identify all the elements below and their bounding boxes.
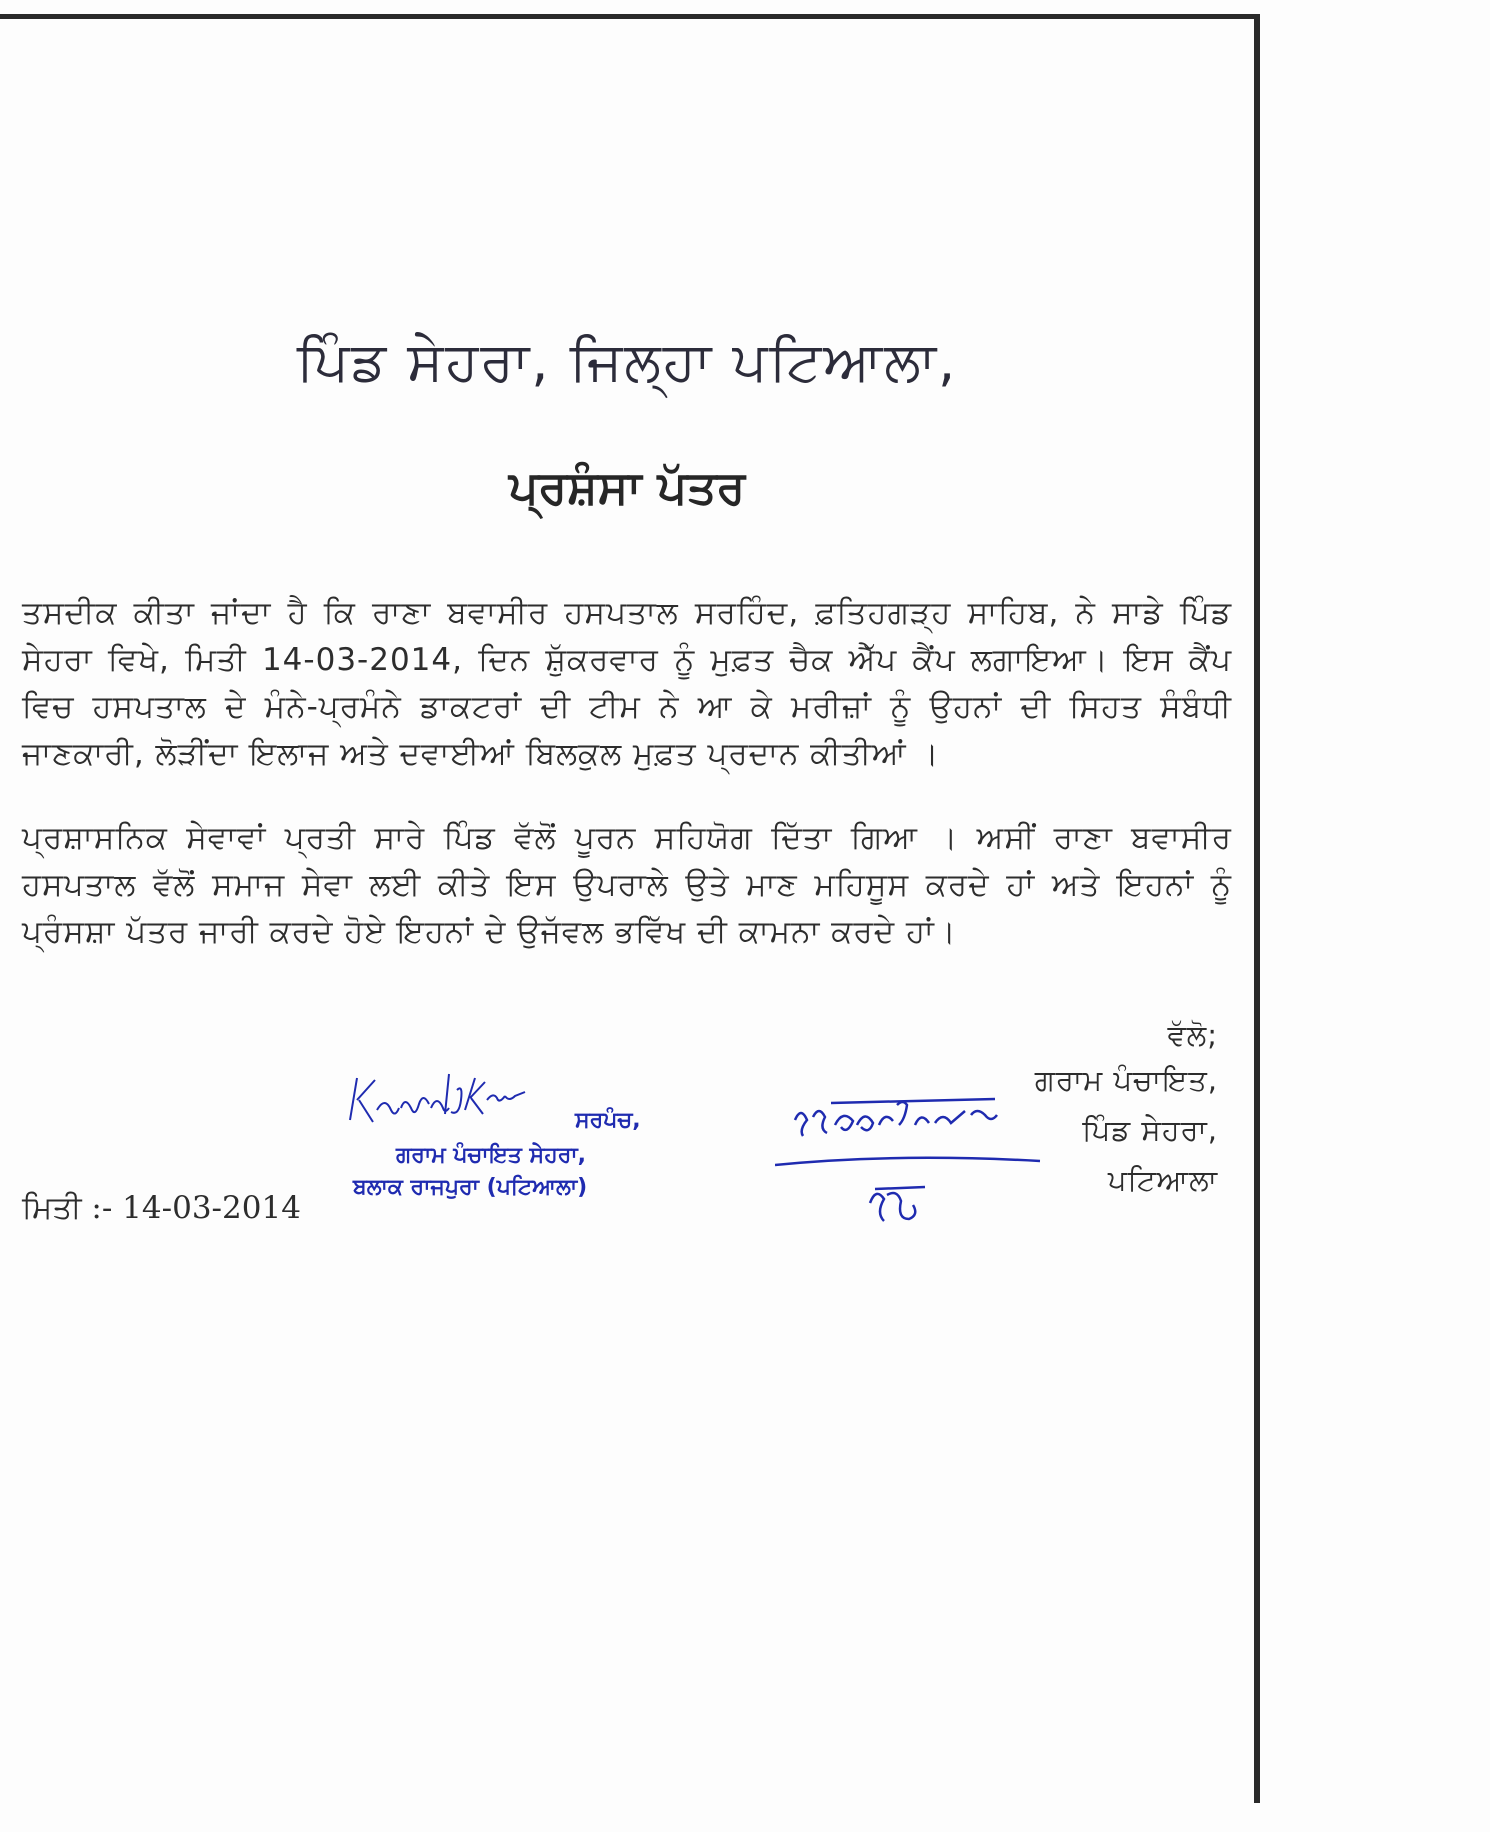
sarpanch-signature [345,1070,585,1130]
village-heading: ਪਿੰਡ ਸੇਹਰਾ, ਜਿਲ੍ਹਾ ਪਟਿਆਲਾ, [296,330,958,393]
page-border-right [1254,18,1260,1803]
org-line-village: ਪਿੰਡ ਸੇਹਰਾ, [1082,1113,1218,1147]
stamp-block: ਬਲਾਕ ਰਾਜਪੁਰਾ (ਪਟਿਆਲਾ) [353,1175,588,1200]
page-border-top [0,14,1260,19]
certificate-title: ਪ੍ਰਸ਼ੰਸਾ ਪੱਤਰ [508,460,746,514]
body-paragraph-1: ਤਸਦੀਕ ਕੀਤਾ ਜਾਂਦਾ ਹੈ ਕਿ ਰਾਣਾ ਬਵਾਸੀਰ ਹਸਪਤਾਲ ਸਰਹਿੰਦ, ਫ਼ਤਿਹਗੜ੍ਹ ਸਾਹਿਬ, ਨੇ ਸਾਡੇ ਪਿੰਡ ਸੇਹਰਾ ਵਿਖੇ, ਮਿਤੀ 14-03-2014, ਦਿਨ ਸ਼ੁੱਕਰਵਾਰ ਨੂੰ ਮੁਫ਼ਤ ਚੈਕ ਐੱਪ ਕੈਂਪ ਲਗਾਇਆ। ਇਸ ਕੈਂਪ ਵਿਚ ਹਸਪਤਾਲ ਦੇ ਮੰਨੇ-ਪ੍ਰਮੰਨੇ ਡਾਕਟਰਾਂ ਦੀ ਟੀਮ ਨੇ ਆ ਕੇ ਮਰੀਜ਼ਾਂ ਨੂੰ ਉਹਨਾਂ ਦੀ ਸਿਹਤ ਸੰਬੰਧੀ ਜਾਣਕਾਰੀ, ਲੋੜੀਂਦਾ ਇਲਾਜ ਅਤੇ ਦਵਾਈਆਂ ਬਿਲਕੁਲ ਮੁਫ਼ਤ ਪ੍ਰਦਾਨ ਕੀਤੀਆਂ । [22,595,1232,772]
panch-signature [775,1095,1055,1255]
org-line-panchayat: ਗਰਾਮ ਪੰਚਾਇਤ, [1034,1063,1218,1097]
org-line-district: ਪਟਿਆਲਾ [1107,1163,1218,1197]
stamp-sarpanch: ਸਰਪੰਚ, [575,1108,641,1133]
stamp-gram-panchayat: ਗਰਾਮ ਪੰਚਾਇਤ ਸੇਹਰਾ, [396,1143,586,1168]
date-line: ਮਿਤੀ :- 14-03-2014 [22,1190,301,1226]
body-paragraph-2: ਪ੍ਰਸ਼ਾਸਨਿਕ ਸੇਵਾਵਾਂ ਪ੍ਰਤੀ ਸਾਰੇ ਪਿੰਡ ਵੱਲੋਂ ਪੂਰਨ ਸਹਿਯੋਗ ਦਿੱਤਾ ਗਿਆ । ਅਸੀਂ ਰਾਣਾ ਬਵਾਸੀਰ ਹਸਪਤਾਲ ਵੱਲੋਂ ਸਮਾਜ ਸੇਵਾ ਲਈ ਕੀਤੇ ਇਸ ਉਪਰਾਲੇ ਉਤੇ ਮਾਣ ਮਹਿਸੂਸ ਕਰਦੇ ਹਾਂ ਅਤੇ ਇਹਨਾਂ ਨੂੰ ਪ੍ਰੰਸਸ਼ਾ ਪੱਤਰ ਜਾਰੀ ਕਰਦੇ ਹੋਏ ਇਹਨਾਂ ਦੇ ਉਜੱਵਲ ਭਵਿੱਖ ਦੀ ਕਾਮਨਾ ਕਰਦੇ ਹਾਂ। [22,820,1232,950]
from-label: ਵੱਲੋ; [1167,1018,1218,1052]
